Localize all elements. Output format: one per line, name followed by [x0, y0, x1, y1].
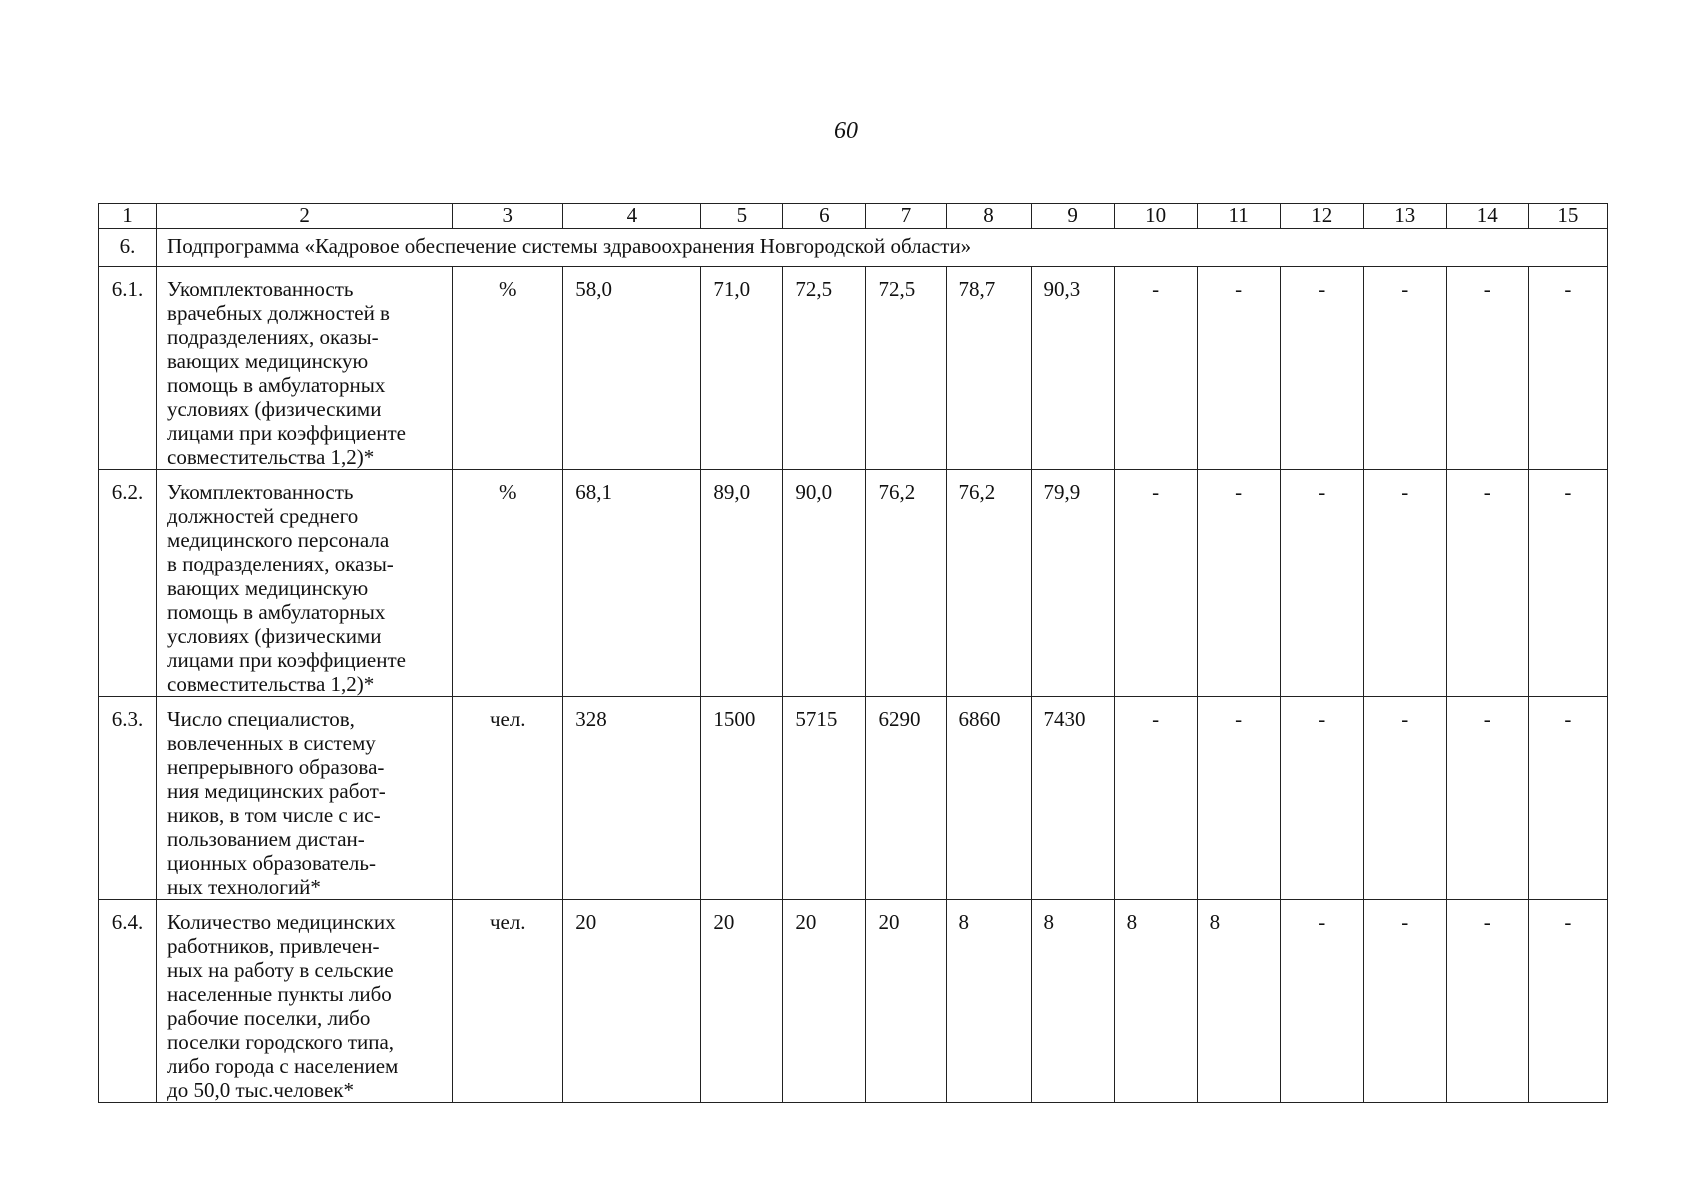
value-cell: 328 — [563, 697, 701, 900]
column-number-cell: 8 — [946, 204, 1031, 229]
column-number-cell: 9 — [1031, 204, 1114, 229]
table-row — [99, 697, 1608, 900]
value-cell: 71,0 — [701, 267, 783, 470]
value-cell: - — [1280, 470, 1363, 697]
value-cell: - — [1197, 697, 1280, 900]
value-cell: - — [1363, 697, 1446, 900]
value-cell: - — [1446, 470, 1528, 697]
value-cell: - — [1197, 267, 1280, 470]
value-cell: 6860 — [946, 697, 1031, 900]
row-number: 6.1. — [99, 267, 157, 470]
value-cell: 90,3 — [1031, 267, 1114, 470]
value-cell: 79,9 — [1031, 470, 1114, 697]
table-row — [99, 267, 1608, 470]
indicator-name: Укомплектованность должностей среднего медицинского персонала в подразделениях, оказы- вающих медицинскую помощь в амбулаторных условиях (физическими лицами при коэффициенте совместительства 1,2)* — [157, 470, 453, 697]
value-cell: 72,5 — [783, 267, 866, 470]
value-cell: - — [1528, 267, 1607, 470]
unit-of-measure: чел. — [453, 900, 563, 1103]
column-number-cell: 1 — [99, 204, 157, 229]
value-cell: 6290 — [866, 697, 946, 900]
value-cell: - — [1197, 470, 1280, 697]
value-cell: - — [1280, 900, 1363, 1103]
value-cell: 68,1 — [563, 470, 701, 697]
row-number: 6.2. — [99, 470, 157, 697]
unit-of-measure: % — [453, 470, 563, 697]
value-cell: 76,2 — [946, 470, 1031, 697]
section-number: 6. — [99, 229, 157, 267]
value-cell: 89,0 — [701, 470, 783, 697]
value-cell: 1500 — [701, 697, 783, 900]
row-number: 6.4. — [99, 900, 157, 1103]
value-cell: 7430 — [1031, 697, 1114, 900]
unit-of-measure: % — [453, 267, 563, 470]
value-cell: - — [1280, 267, 1363, 470]
value-cell: 76,2 — [866, 470, 946, 697]
value-cell: - — [1446, 267, 1528, 470]
column-number-cell: 3 — [453, 204, 563, 229]
value-cell: 8 — [946, 900, 1031, 1103]
value-cell: - — [1528, 470, 1607, 697]
column-number-cell: 12 — [1280, 204, 1363, 229]
table-row — [99, 900, 1608, 1103]
value-cell: - — [1446, 900, 1528, 1103]
indicator-name: Количество медицинских работников, привлечен- ных на работу в сельские населенные пункты либо рабочие поселки, либо поселки городского типа, либо города с населением до 50,0 тыс.человек* — [157, 900, 453, 1103]
value-cell: 20 — [866, 900, 946, 1103]
value-cell: 78,7 — [946, 267, 1031, 470]
column-number-cell: 7 — [866, 204, 946, 229]
value-cell: - — [1363, 267, 1446, 470]
section-row — [99, 229, 1608, 267]
value-cell: 72,5 — [866, 267, 946, 470]
table-row — [99, 470, 1608, 697]
value-cell: - — [1280, 697, 1363, 900]
column-number-row — [99, 204, 1608, 229]
row-number: 6.3. — [99, 697, 157, 900]
value-cell: 90,0 — [783, 470, 866, 697]
table-body — [99, 204, 1608, 1103]
value-cell: 5715 — [783, 697, 866, 900]
column-number-cell: 10 — [1114, 204, 1197, 229]
column-number-cell: 15 — [1528, 204, 1607, 229]
value-cell: - — [1528, 900, 1607, 1103]
value-cell: 8 — [1114, 900, 1197, 1103]
value-cell: 8 — [1031, 900, 1114, 1103]
value-cell: - — [1446, 697, 1528, 900]
section-title: Подпрограмма «Кадровое обеспечение системы здравоохранения Новгородской области» — [157, 229, 1608, 267]
page-number: 60 — [834, 118, 858, 144]
unit-of-measure: чел. — [453, 697, 563, 900]
column-number-cell: 6 — [783, 204, 866, 229]
value-cell: - — [1114, 697, 1197, 900]
indicator-name: Укомплектованность врачебных должностей в подразделениях, оказы- вающих медицинскую помощь в амбулаторных условиях (физическими лицами при коэффициенте совместительства 1,2)* — [157, 267, 453, 470]
column-number-cell: 2 — [157, 204, 453, 229]
value-cell: - — [1363, 470, 1446, 697]
value-cell: - — [1114, 267, 1197, 470]
value-cell: 20 — [701, 900, 783, 1103]
column-number-cell: 4 — [563, 204, 701, 229]
value-cell: 8 — [1197, 900, 1280, 1103]
value-cell: - — [1114, 470, 1197, 697]
value-cell: - — [1528, 697, 1607, 900]
column-number-cell: 11 — [1197, 204, 1280, 229]
indicator-name: Число специалистов, вовлеченных в систему непрерывного образова- ния медицинских работ- ников, в том числе с ис- пользованием дистан- ционных образователь- ных технологий* — [157, 697, 453, 900]
value-cell: 20 — [783, 900, 866, 1103]
column-number-cell: 13 — [1363, 204, 1446, 229]
column-number-cell: 14 — [1446, 204, 1528, 229]
value-cell: 20 — [563, 900, 701, 1103]
value-cell: 58,0 — [563, 267, 701, 470]
indicators-table — [98, 203, 1608, 1103]
column-number-cell: 5 — [701, 204, 783, 229]
value-cell: - — [1363, 900, 1446, 1103]
